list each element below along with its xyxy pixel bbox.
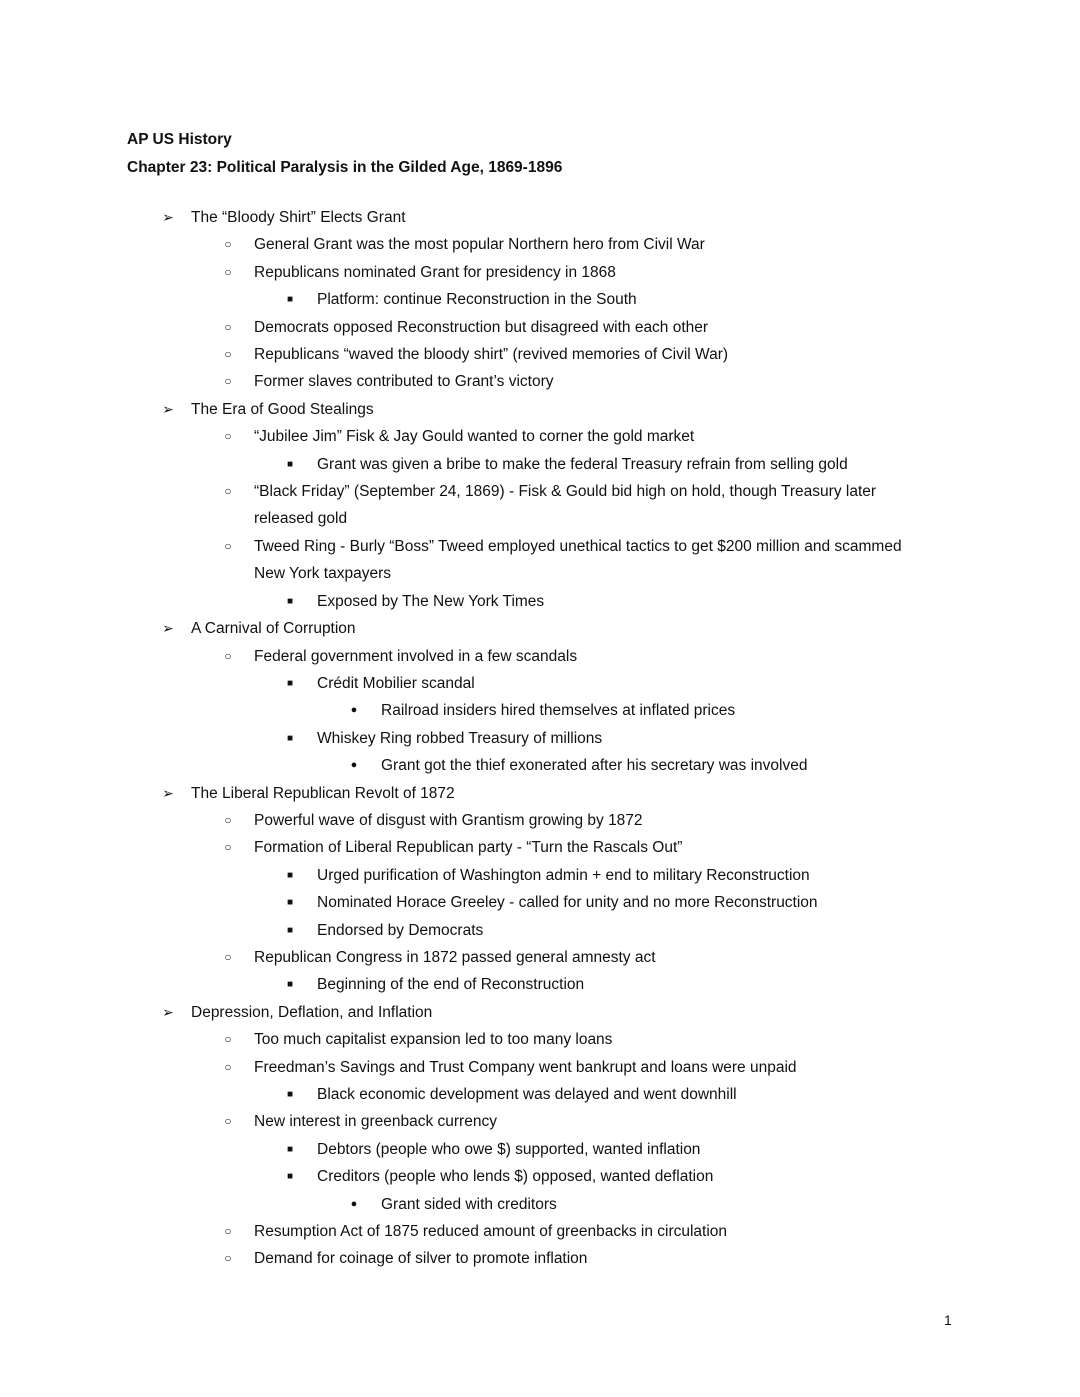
outline-item-level-3 (0, 862, 1080, 889)
outline-item-text: Demand for coinage of silver to promote inflation (254, 1250, 588, 1268)
outline-item-text: Grant was given a bribe to make the federal Treasury refrain from selling gold (317, 455, 848, 473)
outline-item-text: Tweed Ring - Burly “Boss” Tweed employed unethical tactics to get $200 million and scammed New York taxpayers (254, 537, 902, 583)
outline-item-text: Federal government involved in a few scandals (254, 647, 578, 665)
hollow-circle-bullet-icon: ○ (224, 812, 232, 827)
outline-item-text: Powerful wave of disgust with Grantism growing by 1872 (254, 811, 643, 829)
hollow-circle-bullet-icon: ○ (224, 538, 232, 553)
outline-item-level-3 (0, 588, 1080, 615)
arrow-bullet-icon: ➢ (162, 784, 174, 801)
outline-item-text: Democrats opposed Reconstruction but disagreed with each other (254, 318, 709, 336)
outline-item-text: Exposed by The New York Times (317, 592, 545, 610)
outline-item-level-3 (0, 725, 1080, 752)
arrow-bullet-icon: ➢ (162, 209, 174, 225)
outline-item-text: General Grant was the most popular Northern hero from Civil War (254, 236, 705, 254)
outline-item-text: Resumption Act of 1875 reduced amount of greenbacks in circulation (254, 1223, 728, 1241)
hollow-circle-bullet-icon: ○ (224, 374, 232, 389)
outline-item-text: The “Bloody Shirt” Elects Grant (191, 209, 406, 226)
page-number: 1 (944, 1312, 952, 1328)
filled-circle-bullet-icon: ● (350, 1197, 358, 1210)
outline-item-text: Railroad insiders hired themselves at inflated prices (381, 702, 736, 720)
square-bullet-icon: ■ (286, 677, 294, 689)
outline-item-level-2 (0, 533, 1080, 588)
outline-item-text: Crédit Mobilier scandal (317, 674, 475, 692)
outline-item-level-3 (0, 889, 1080, 916)
outline-item-level-1 (0, 780, 1080, 807)
outline-item-level-2 (0, 1026, 1080, 1053)
outline-item-level-3 (0, 1081, 1080, 1108)
outline-item-level-2 (0, 314, 1080, 341)
outline-item-level-2 (0, 1108, 1080, 1135)
hollow-circle-bullet-icon: ○ (224, 1059, 232, 1074)
outline-item-level-2 (0, 643, 1080, 670)
outline-item-level-4 (0, 752, 1080, 779)
arrow-bullet-icon: ➢ (162, 1003, 174, 1020)
outline-item-level-3 (0, 286, 1080, 313)
outline-item-level-2 (0, 423, 1080, 450)
arrow-bullet-icon: ➢ (162, 400, 174, 417)
hollow-circle-bullet-icon: ○ (224, 264, 232, 279)
square-bullet-icon: ■ (286, 732, 294, 744)
outline-item-text: “Black Friday” (September 24, 1869) - Fisk & Gould bid high on hold, though Treasury later released gold (254, 483, 877, 528)
outline-item-text: Depression, Deflation, and Inflation (191, 1003, 433, 1021)
outline-item-level-3 (0, 1163, 1080, 1190)
outline-item-text: Urged purification of Washington admin + end to military Reconstruction (317, 866, 810, 884)
chapter-title: Chapter 23: Political Paralysis in the Gilded Age, 1869-1896 (127, 159, 563, 176)
outline-item-text: Freedman’s Savings and Trust Company went bankrupt and loans were unpaid (254, 1058, 797, 1076)
square-bullet-icon: ■ (286, 1089, 294, 1100)
arrow-bullet-icon: ➢ (162, 620, 174, 637)
hollow-circle-bullet-icon: ○ (224, 949, 232, 964)
outline-item-text: The Liberal Republican Revolt of 1872 (191, 784, 455, 802)
outline-item-text: Nominated Horace Greeley - called for unity and no more Reconstruction (317, 894, 818, 912)
outline-item-level-2 (0, 368, 1080, 395)
outline-item-level-2 (0, 478, 1080, 533)
outline-item-text: Grant got the thief exonerated after his secretary was involved (381, 757, 808, 775)
outline-item-text: Republicans nominated Grant for presidency in 1868 (254, 263, 616, 281)
outline-item-level-2 (0, 341, 1080, 368)
hollow-circle-bullet-icon: ○ (224, 237, 232, 252)
outline-item-level-2 (0, 944, 1080, 971)
outline-item-level-1 (0, 396, 1080, 423)
outline-item-text: Creditors (people who lends $) opposed, wanted deflation (317, 1168, 714, 1186)
outline-item-text: Republican Congress in 1872 passed general amnesty act (254, 948, 656, 966)
outline-item-text: Platform: continue Reconstruction in the South (317, 291, 637, 309)
hollow-circle-bullet-icon: ○ (224, 1224, 232, 1239)
hollow-circle-bullet-icon: ○ (224, 484, 232, 499)
filled-circle-bullet-icon: ● (350, 759, 358, 772)
outline-item-text: Grant sided with creditors (381, 1195, 557, 1213)
square-bullet-icon: ■ (286, 1143, 294, 1155)
outline-item-level-4 (0, 697, 1080, 724)
outline-item-text: A Carnival of Corruption (191, 620, 356, 638)
hollow-circle-bullet-icon: ○ (224, 347, 232, 362)
outline-item-level-2 (0, 1245, 1080, 1272)
outline-item-level-1 (0, 204, 1080, 231)
square-bullet-icon: ■ (286, 1171, 294, 1183)
outline-item-level-1 (0, 999, 1080, 1026)
hollow-circle-bullet-icon: ○ (224, 648, 232, 663)
outline-item-level-2 (0, 1054, 1080, 1081)
square-bullet-icon: ■ (286, 294, 294, 306)
outline-item-text: Endorsed by Democrats (317, 921, 484, 939)
outline-item-text: The Era of Good Stealings (191, 400, 374, 418)
square-bullet-icon: ■ (286, 924, 294, 936)
hollow-circle-bullet-icon: ○ (224, 1114, 232, 1129)
outline-item-level-1 (0, 615, 1080, 642)
notes-outline (0, 204, 1080, 1273)
outline-item-text: Too much capitalist expansion led to too many loans (254, 1031, 613, 1049)
outline-item-text: Formation of Liberal Republican party - “Turn the Rascals Out” (254, 839, 683, 857)
outline-item-text: Beginning of the end of Reconstruction (317, 976, 585, 994)
outline-item-text: “Jubilee Jim” Fisk & Jay Gould wanted to corner the gold market (254, 428, 695, 446)
outline-item-level-3 (0, 670, 1080, 697)
outline-item-text: Whiskey Ring robbed Treasury of millions (317, 729, 603, 747)
hollow-circle-bullet-icon: ○ (224, 1032, 232, 1047)
outline-item-level-2 (0, 807, 1080, 834)
outline-item-text: Black economic development was delayed and went downhill (317, 1086, 737, 1103)
outline-item-level-3 (0, 1136, 1080, 1163)
outline-item-level-4 (0, 1191, 1080, 1218)
square-bullet-icon: ■ (286, 595, 294, 607)
square-bullet-icon: ■ (286, 897, 294, 909)
course-title: AP US History (127, 131, 232, 148)
outline-item-level-3 (0, 451, 1080, 478)
outline-item-level-2 (0, 259, 1080, 286)
outline-item-text: Debtors (people who owe $) supported, wanted inflation (317, 1140, 701, 1158)
filled-circle-bullet-icon: ● (350, 704, 358, 717)
outline-item-level-2 (0, 1218, 1080, 1245)
outline-item-level-3 (0, 917, 1080, 944)
document-header (127, 126, 562, 182)
outline-item-level-2 (0, 231, 1080, 258)
hollow-circle-bullet-icon: ○ (224, 840, 232, 855)
outline-item-level-3 (0, 971, 1080, 998)
hollow-circle-bullet-icon: ○ (224, 429, 232, 444)
square-bullet-icon: ■ (286, 458, 294, 470)
square-bullet-icon: ■ (286, 979, 294, 991)
outline-item-text: New interest in greenback currency (254, 1113, 497, 1131)
square-bullet-icon: ■ (286, 869, 294, 881)
outline-item-text: Former slaves contributed to Grant’s victory (254, 373, 554, 391)
hollow-circle-bullet-icon: ○ (224, 1251, 232, 1266)
hollow-circle-bullet-icon: ○ (224, 319, 232, 334)
outline-item-level-2 (0, 834, 1080, 861)
outline-item-text: Republicans “waved the bloody shirt” (revived memories of Civil War) (254, 346, 729, 364)
